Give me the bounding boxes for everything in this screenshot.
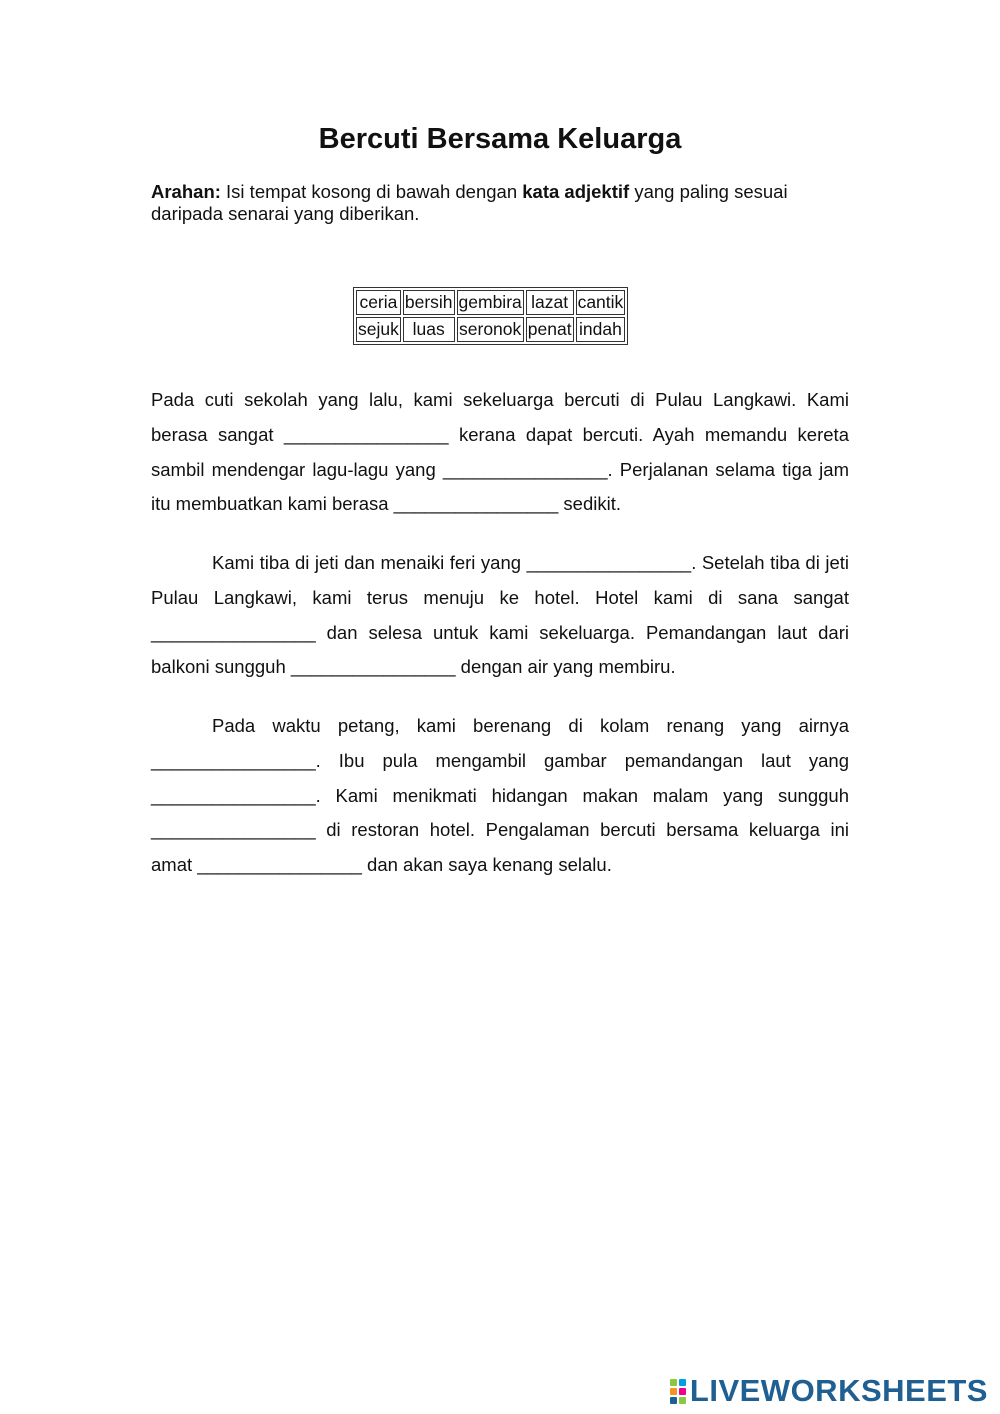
- instructions-label: Arahan:: [151, 181, 221, 202]
- paragraph-3: [151, 709, 849, 883]
- instructions: [151, 181, 851, 225]
- brand-name: LIVEWORKSHEETS: [689, 1373, 988, 1408]
- worksheet-title: Bercuti Bersama Keluarga: [318, 123, 682, 155]
- blank-field[interactable]: ________________: [393, 493, 559, 515]
- paragraph-text: di restoran hotel. Pengalaman bercuti bersama keluarga ini amat: [151, 819, 849, 876]
- instructions-text-before: Isi tempat kosong di bawah dengan: [220, 181, 523, 202]
- word-bank-cell: lazat: [526, 290, 574, 315]
- instructions-emphasis: kata adjektif: [522, 181, 630, 202]
- word-bank-cell: ceria: [356, 290, 401, 315]
- paragraph-text: . Kami menikmati hidangan makan malam yang sungguh: [315, 784, 849, 806]
- blank-field[interactable]: ________________: [151, 784, 316, 806]
- paragraph-text: Pada waktu petang, kami berenang di kolam renang yang airnya: [212, 715, 849, 736]
- paragraph-text: dan selesa untuk kami sekeluarga. Pemandangan laut dari balkoni sungguh: [151, 621, 849, 678]
- paragraph-text: dan akan saya kenang selalu.: [361, 854, 612, 876]
- blank-field[interactable]: ________________: [151, 749, 316, 771]
- paragraph-1: [151, 383, 849, 522]
- paragraph-2: [151, 546, 849, 685]
- paragraph-text: . Perjalanan selama tiga jam itu membuatkan kami berasa: [151, 458, 849, 515]
- blank-field[interactable]: ________________: [197, 854, 362, 876]
- paragraph-text: . Ibu pula mengambil gambar pemandangan laut yang: [315, 749, 849, 771]
- liveworksheets-logo-icon: [670, 1379, 686, 1404]
- paragraph-text: dengan air yang membiru.: [455, 656, 676, 678]
- word-bank-cell: sejuk: [356, 317, 401, 342]
- word-bank-row: [356, 290, 625, 315]
- word-bank-cell: cantik: [576, 290, 626, 315]
- word-bank-table: [353, 287, 628, 345]
- paragraph-text: sedikit.: [558, 493, 622, 515]
- word-bank-cell: seronok: [457, 317, 524, 342]
- word-bank-row: [356, 317, 625, 342]
- blank-field[interactable]: ________________: [283, 423, 449, 445]
- word-bank-cell: luas: [403, 317, 455, 342]
- instructions-text-after: yang paling sesuai daripada senarai yang diberikan.: [151, 181, 788, 224]
- paragraph-text: Kami tiba di jeti dan menaiki feri yang: [212, 552, 527, 573]
- word-bank-cell: indah: [576, 317, 626, 342]
- paragraph-text: . Setelah tiba di jeti Pulau Langkawi, kami terus menuju ke hotel. Hotel kami di sana sangat: [151, 552, 849, 608]
- paragraph-text: kerana dapat bercuti. Ayah memandu kereta sambil mendengar lagu-lagu yang: [151, 423, 849, 480]
- blank-field[interactable]: ________________: [151, 621, 316, 643]
- blank-field[interactable]: ________________: [442, 458, 608, 480]
- paragraph-text: Pada cuti sekolah yang lalu, kami sekeluarga bercuti di Pulau Langkawi. Kami berasa sangat: [151, 389, 849, 445]
- word-bank-cell: gembira: [457, 290, 524, 315]
- word-bank-cell: bersih: [403, 290, 455, 315]
- blank-field[interactable]: ________________: [290, 656, 456, 678]
- blank-field[interactable]: ________________: [151, 819, 316, 841]
- word-bank-cell: penat: [526, 317, 574, 342]
- footer-brand: [670, 1374, 988, 1408]
- blank-field[interactable]: ________________: [526, 552, 692, 573]
